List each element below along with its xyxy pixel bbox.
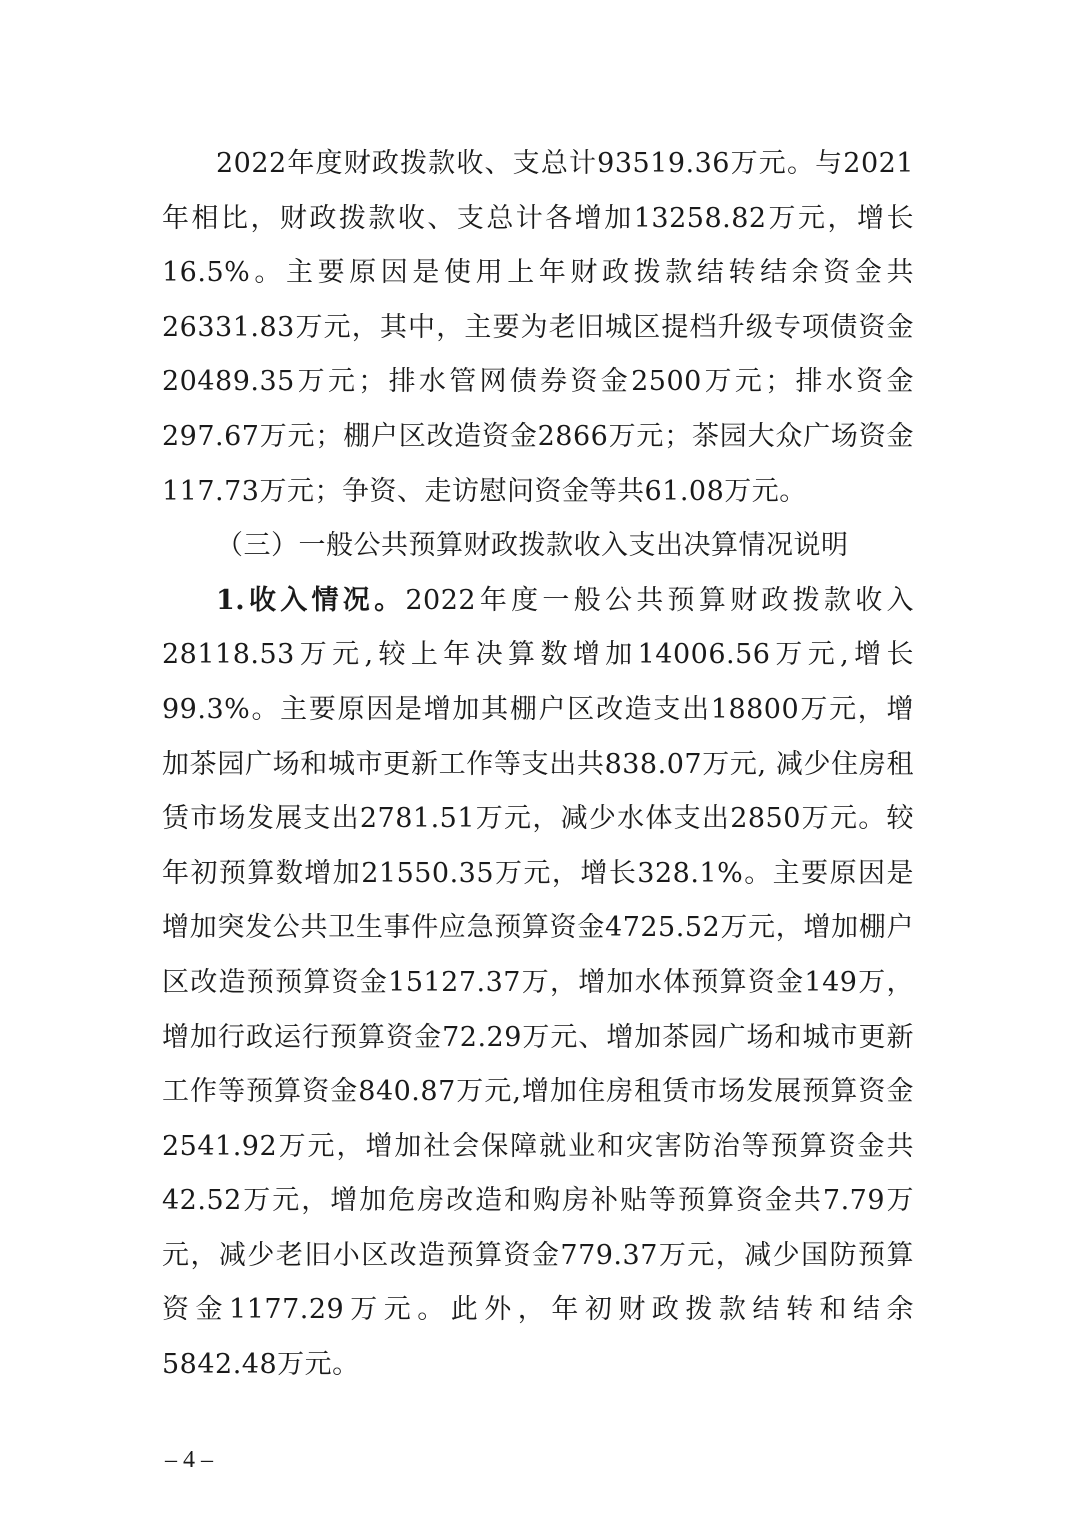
document-body (162, 137, 914, 1393)
page-number: – 4 – (165, 1447, 213, 1473)
paragraph-income-lead: 1.收入情况。 (216, 584, 406, 616)
paragraph-financial-totals: 2022年度财政拨款收、支总计93519.36万元。与2021年相比，财政拨款收、支总计各增加13258.82万元，增长16.5%。主要原因是使用上年财政拨款结转结余资金共26331.83万元，其中，主要为老旧城区提档升级专项债资金20489.35万元；排水管网债券资金2500万元；排水资金297.67万元；棚户区改造资金2866万元；茶园大众广场资金117.73万元；争资、走访慰问资金等共61.08万元。 (162, 148, 914, 507)
paragraph-income (162, 574, 914, 1393)
section-heading: （三）一般公共预算财政拨款收入支出决算情况说明 (216, 530, 849, 562)
paragraph-income-body: 2022年度一般公共预算财政拨款收入28118.53万元,较上年决算数增加14006.56万元,增长99.3%。主要原因是增加其棚户区改造支出18800万元，增加茶园广场和城市更新工作等支出共838.07万元, 减少住房租赁市场发展支出2781.51万元，减少水体支出2850万元。较年初预算数增加21550.35万元，增长328.1%。主要原因是增加突发公共卫生事件应急预算资金4725.52万元，增加棚户区改造预预算资金15127.37万，增加水体预算资金149万，增加行政运行预算资金72.29万元、增加茶园广场和城市更新工作等预算资金840.87万元,增加住房租赁市场发展预算资金2541.92万元，增加社会保障就业和灾害防治等预算资金共42.52万元，增加危房改造和购房补贴等预算资金共7.79万元，减少老旧小区改造预算资金779.37万元，减少国防预算资金1177.29万元。此外，年初财政拨款结转和结余5842.48万元。 (162, 584, 915, 1381)
